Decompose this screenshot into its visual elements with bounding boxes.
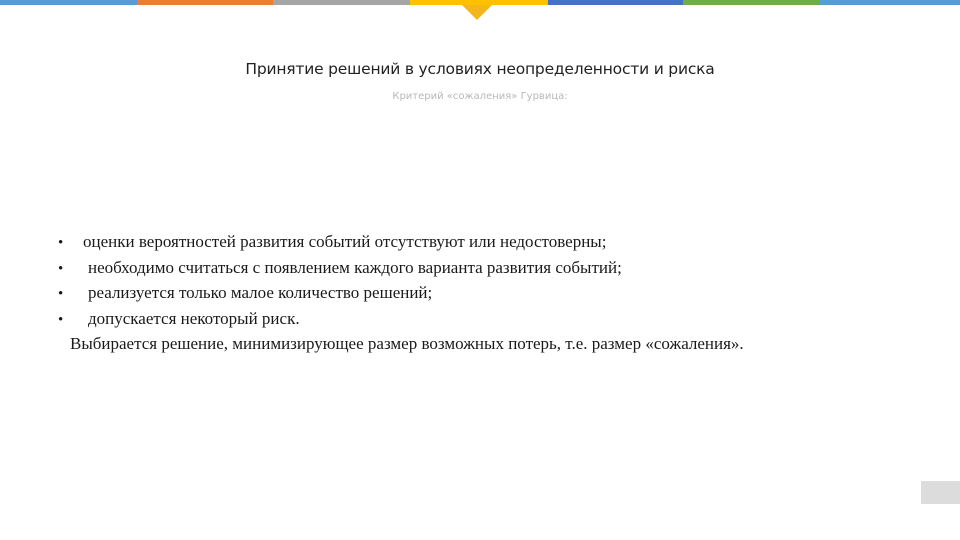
header-notch-marker (462, 5, 492, 20)
bullet-item (58, 230, 918, 256)
slide-body (58, 230, 918, 356)
bullet-text: необходимо считаться с появлением каждого варианта развития событий; (88, 257, 622, 277)
conclusion-text: Выбирается решение, минимизирующее размер возможных потерь, т.е. размер «сожаления». (70, 334, 744, 353)
bullet-text: допускается некоторый риск. (88, 308, 300, 328)
bullet-item (58, 256, 918, 282)
bullet-point-icon: • (58, 286, 64, 302)
color-bar-segment (137, 0, 273, 5)
bullet-text: реализуется только малое количество решений; (88, 283, 433, 302)
slide-subtitle: Критерий «сожаления» Гурвица: (392, 91, 568, 102)
bullet-item (58, 307, 918, 333)
color-bar-segment (683, 0, 820, 5)
color-bar-segment (548, 0, 683, 5)
bullet-point-icon: • (58, 260, 64, 277)
color-bar-segment (273, 0, 410, 5)
bullet-text: оценки вероятностей развития событий отсутствуют или недостоверны; (83, 232, 607, 251)
color-bar-segment (0, 0, 137, 5)
bullet-point-icon: • (58, 311, 64, 328)
bullet-item (58, 281, 918, 307)
slide-title: Принятие решений в условиях неопределенности и риска (245, 60, 715, 78)
color-bar-segment (820, 0, 960, 5)
page-number-tab (921, 481, 960, 504)
bullet-point-icon: • (58, 235, 64, 251)
